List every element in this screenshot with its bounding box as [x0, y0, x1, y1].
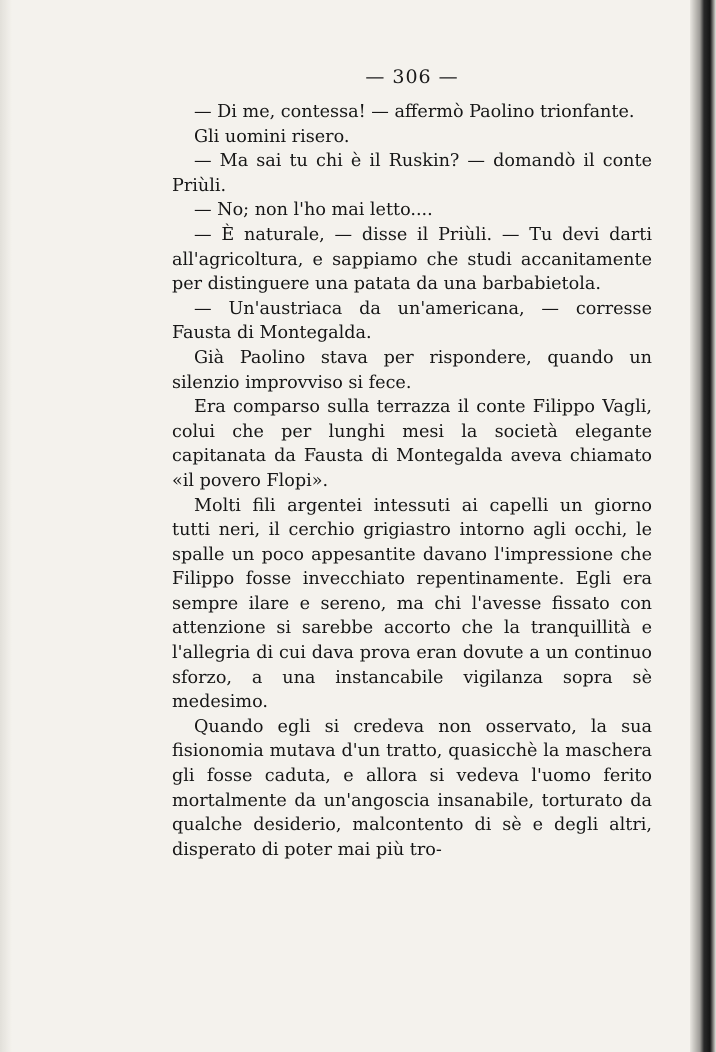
page-gutter-shadow — [0, 0, 12, 1052]
page-edge — [690, 0, 716, 1052]
paragraph: Era comparso sulla terrazza il conte Filippo Vagli, colui che per lunghi mesi la società elegante capitanata da Fausta di Montegalda aveva chiamato «il povero Flopi». — [172, 397, 652, 491]
paragraph: Molti fili argentei intessuti ai capelli un giorno tutti neri, il cerchio grigiastro intorno agli occhi, le spalle un poco appesantite davano l'impressione che Filippo fosse invecchiato repentinamente. Egli era sempre ilare e sereno, ma chi l'avesse fissato con attenzione si sarebbe accorto che la tranquillità e l'allegria di cui dava prova eran dovute a un continuo sforzo, a una instancabile vigilanza sopra sè medesimo. — [172, 495, 652, 713]
body-text — [172, 100, 652, 862]
paragraph: — Di me, contessa! — affermò Paolino trionfante. — [194, 102, 635, 122]
paragraph: Quando egli si credeva non osservato, la sua fisionomia mutava d'un tratto, quasicchè la maschera gli fosse caduta, e allora si vedeva l'uomo ferito mortalmente da un'angoscia insanabile, torturato da qualche desiderio, malcontento di sè e degli altri, disperato di poter mai più tro- — [172, 716, 652, 860]
paragraph: — Un'austriaca da un'americana, — corresse Fausta di Montegalda. — [172, 298, 652, 344]
paragraph: Gli uomini risero. — [194, 126, 350, 147]
paragraph: Già Paolino stava per rispondere, quando un silenzio improvviso si fece. — [172, 347, 652, 393]
paragraph: — È naturale, — disse il Priùli. — Tu devi darti all'agricoltura, e sappiamo che studi accanitamente per distinguere una patata da una barbabietola. — [172, 224, 652, 295]
paragraph: — No; non l'ho mai letto.... — [194, 200, 433, 221]
paragraph: — Ma sai tu chi è il Ruskin? — domandò il conte Priùli. — [172, 151, 652, 196]
page-number: — 306 — — [365, 66, 459, 88]
